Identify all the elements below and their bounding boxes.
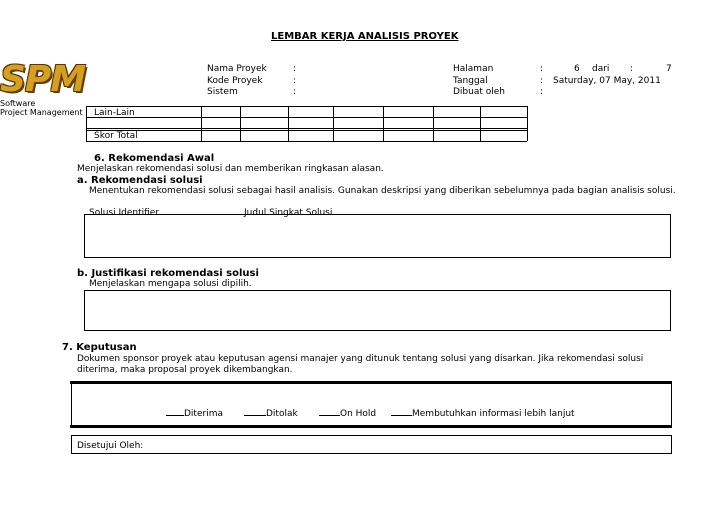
tanggal-label: Tanggal: [453, 76, 488, 86]
justifikasi-box[interactable]: [84, 290, 671, 331]
document-title: LEMBAR KERJA ANALISIS PROYEK: [271, 31, 459, 42]
dibuat-oleh-label: Dibuat oleh: [453, 87, 506, 97]
solusi-identifier-label: Solusi Identifier: [89, 208, 160, 218]
tanggal-value: Saturday, 07 May, 2011: [553, 76, 661, 86]
option-diterima[interactable]: [166, 407, 223, 419]
colon: :: [540, 76, 544, 86]
option-info[interactable]: [391, 407, 575, 419]
option-diterima-label: Diterima: [184, 409, 223, 419]
kode-proyek-label: Kode Proyek: [207, 76, 263, 86]
option-ditolak-label: Ditolak: [266, 409, 298, 419]
logo-subtitle-pm: Project Management: [0, 108, 83, 117]
decision-bottom-bar: [70, 425, 672, 428]
dari-label: dari: [592, 64, 610, 74]
colon: :: [540, 64, 544, 74]
disetujui-box[interactable]: [71, 435, 672, 454]
colon: :: [630, 64, 634, 74]
lain-lain-label: Lain-Lain: [94, 108, 135, 118]
option-on-hold-label: On Hold: [340, 409, 377, 419]
section-7-desc-line1: Dokumen sponsor proyek atau keputusan agensi manajer yang ditunuk tentang solusi yang disarkan. Jika rekomendasi solusi: [77, 354, 644, 364]
section-6-heading: 6. Rekomendasi Awal: [94, 153, 215, 164]
decision-top-bar: [70, 381, 672, 384]
colon: :: [293, 76, 297, 86]
logo-subtitle-software: Software: [0, 99, 36, 108]
colon: :: [540, 87, 544, 97]
option-ditolak[interactable]: [244, 407, 298, 419]
option-on-hold[interactable]: [319, 407, 376, 419]
section-6a-desc: Menentukan rekomendasi solusi sebagai hasil analisis. Gunakan deskripsi yang diberikan sebelumnya pada bagian analisis solusi.: [89, 186, 676, 196]
spm-logo: SPM: [0, 59, 86, 100]
halaman-label: Halaman: [453, 64, 494, 74]
option-info-label: Membutuhkan informasi lebih lanjut: [412, 409, 575, 419]
section-7-desc-line2: diterima, maka proposal proyek dikembangkan.: [77, 365, 293, 375]
total-pages: 7: [666, 64, 672, 74]
section-6b-desc: Menjelaskan mengapa solusi dipilih.: [89, 279, 252, 289]
judul-singkat-label: Judul Singkat Solusi: [244, 208, 333, 218]
checkbox-line: [244, 407, 266, 416]
sistem-label: Sistem: [207, 87, 238, 97]
section-6b-heading: b. Justifikasi rekomendasi solusi: [77, 268, 259, 279]
checkbox-line: [166, 407, 184, 416]
nama-proyek-label: Nama Proyek: [207, 64, 267, 74]
section-6a-heading: a. Rekomendasi solusi: [77, 175, 203, 186]
disetujui-label: Disetujui Oleh:: [77, 441, 144, 451]
checkbox-line: [319, 407, 340, 416]
section-7-heading: 7. Keputusan: [62, 342, 137, 353]
skor-total-label: Skor Total: [94, 131, 138, 141]
colon: :: [293, 87, 297, 97]
halaman-value: 6: [574, 64, 580, 74]
checkbox-line: [391, 407, 412, 416]
colon: :: [293, 64, 297, 74]
section-6-desc: Menjelaskan rekomendasi solusi dan memberikan ringkasan alasan.: [77, 164, 384, 174]
rekomendasi-solusi-box[interactable]: [84, 214, 671, 258]
